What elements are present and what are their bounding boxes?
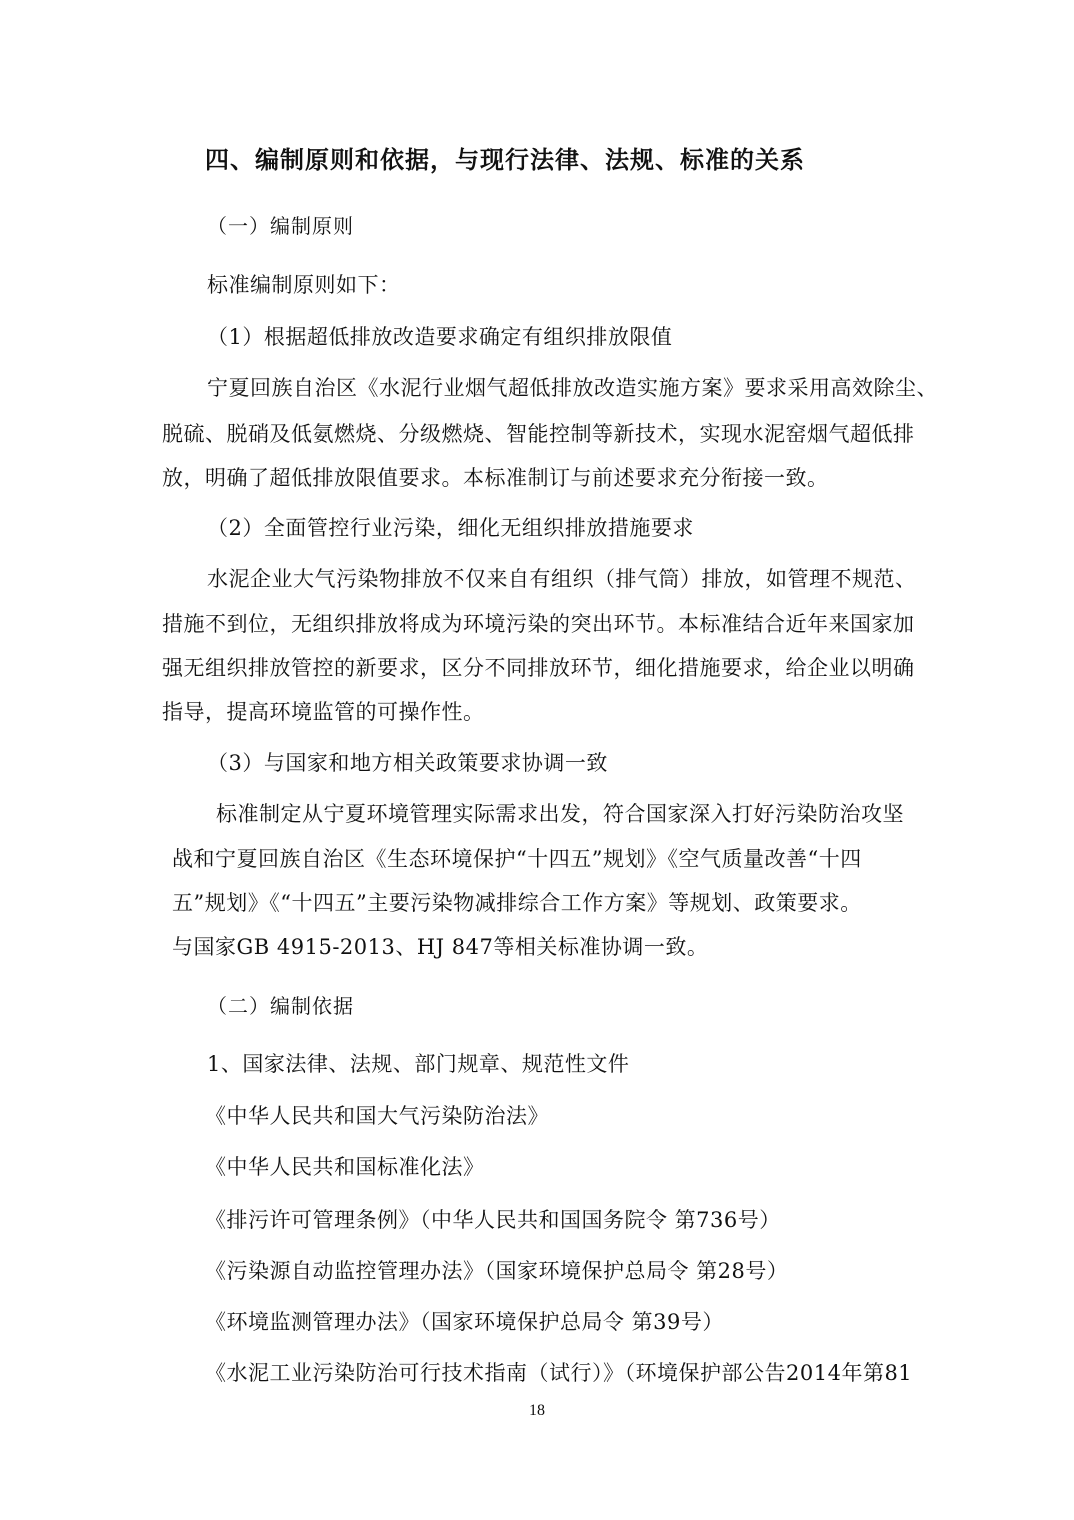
principles-intro: 标准编制原则如下： <box>207 273 401 297</box>
section-title: 四、编制原则和依据，与现行法律、法规、标准的关系 <box>205 146 805 174</box>
subsection-title-principles: （一）编制原则 <box>207 214 354 238</box>
item-3-line: 标准制定从宁夏环境管理实际需求出发，符合国家深入打好污染防治攻坚 <box>216 802 904 826</box>
subsection-title-basis: （二）编制依据 <box>207 994 354 1018</box>
page-number: 18 <box>529 1402 545 1419</box>
item-1-line: 放，明确了超低排放限值要求。本标准制订与前述要求充分衔接一致。 <box>162 466 829 490</box>
item-1-line: 宁夏回族自治区《水泥行业烟气超低排放改造实施方案》要求采用高效除尘、 <box>207 376 938 400</box>
law-item: 《环境监测管理办法》（国家环境保护总局令 第39号） <box>205 1310 724 1334</box>
item-3-line: 战和宁夏回族自治区《生态环境保护“十四五”规划》《空气质量改善“十四 <box>172 847 862 871</box>
item-1-line: 脱硫、脱硝及低氨燃烧、分级燃烧、智能控制等新技术，实现水泥窑烟气超低排 <box>162 422 915 446</box>
law-item: 《中华人民共和国标准化法》 <box>205 1155 485 1179</box>
item-2-line: 措施不到位，无组织排放将成为环境污染的突出环节。本标准结合近年来国家加 <box>162 612 915 636</box>
law-item: 《污染源自动监控管理办法》（国家环境保护总局令 第28号） <box>205 1259 789 1283</box>
item-3-title: （3）与国家和地方相关政策要求协调一致 <box>207 751 608 775</box>
item-3-line: 五”规划》《“十四五”主要污染物减排综合工作方案》等规划、政策要求。 <box>172 891 862 915</box>
item-2-line: 水泥企业大气污染物排放不仅来自有组织（排气筒）排放，如管理不规范、 <box>207 567 917 591</box>
basis-1-title: 1、国家法律、法规、部门规章、规范性文件 <box>207 1052 630 1076</box>
item-2-title: （2）全面管控行业污染，细化无组织排放措施要求 <box>207 516 694 540</box>
law-item: 《水泥工业污染防治可行技术指南（试行）》（环境保护部公告2014年第81 <box>205 1361 913 1385</box>
item-2-line: 强无组织排放管控的新要求，区分不同排放环节，细化措施要求，给企业以明确 <box>162 656 915 680</box>
item-2-line: 指导，提高环境监管的可操作性。 <box>162 700 485 724</box>
item-1-title: （1）根据超低排放改造要求确定有组织排放限值 <box>207 325 673 349</box>
item-3-line: 与国家GB 4915-2013、HJ 847等相关标准协调一致。 <box>172 935 709 959</box>
law-item: 《排污许可管理条例》（中华人民共和国国务院令 第736号） <box>205 1208 781 1232</box>
law-item: 《中华人民共和国大气污染防治法》 <box>205 1104 549 1128</box>
